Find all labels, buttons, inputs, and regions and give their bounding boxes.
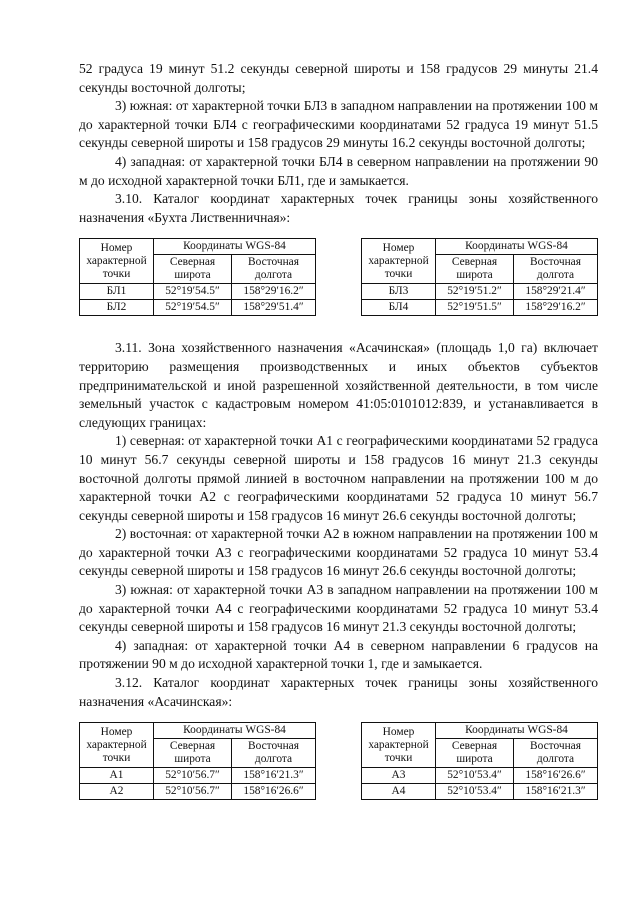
cell-lat: 52°19′54.5″ [154, 300, 232, 316]
header-coordinates: Координаты WGS-84 [154, 723, 316, 739]
table-row [362, 284, 598, 300]
catalog-tables-asachinskaya [79, 722, 598, 800]
paragraph: 2) восточная: от характерной точки А2 в южном направлении на протяжении 100 м до характерной точки А3 с географическими координатами 52 градуса 10 минут 53.4 секунды северной широты и 158 градусов 16 минут 26.6 секунды восточной долготы; [79, 526, 598, 579]
header-latitude: Северная широта [436, 255, 514, 284]
paragraph: 52 градуса 19 минут 51.2 секунды северной широты и 158 градусов 29 минуты 21.4 секунды восточной долготы; [79, 61, 598, 95]
paragraph: 1) северная: от характерной точки А1 с географическими координатами 52 градуса 10 минут 56.7 секунды северной широты и 158 градусов 16 минут 21.3 секунды восточной долготы прямой линией в восточном направлении на протяжении 100 м до характерной точки А2 с географическими координатами 52 градуса 10 минут 56.7 секунды северной широты и 158 градусов 16 минут 26.6 секунды восточной долготы; [79, 433, 598, 523]
cell-point: А2 [80, 784, 154, 800]
header-point-number: Номер характерной точки [362, 239, 436, 284]
cell-point: А3 [362, 768, 436, 784]
table-row [80, 284, 316, 300]
header-coordinates: Координаты WGS-84 [436, 723, 598, 739]
paragraph: 3.11. Зона хозяйственного назначения «Асачинская» (площадь 1,0 га) включает территорию размещения производственных и иных объектов субъектов предпринимательской и иной разрешенной хозяйственной деятельности, в том числе земельный участок с кадастровым номером 41:05:0101012:839, и устанавливается в следующих границах: [79, 340, 598, 430]
header-coordinates: Координаты WGS-84 [154, 239, 316, 255]
table-row [80, 300, 316, 316]
header-latitude: Северная широта [436, 739, 514, 768]
header-longitude: Восточная долгота [514, 255, 598, 284]
cell-lat: 52°10′56.7″ [154, 784, 232, 800]
coordinates-table-right [361, 722, 598, 800]
header-longitude: Восточная долгота [514, 739, 598, 768]
cell-lat: 52°10′53.4″ [436, 784, 514, 800]
paragraph: 3) южная: от характерной точки А3 в западном направлении на протяжении 100 м до характерной точки А4 с географическими координатами 52 градуса 10 минут 53.4 секунды северной широты и 158 градусов 16 минут 21.3 секунды восточной долготы; [79, 582, 598, 635]
cell-lat: 52°10′56.7″ [154, 768, 232, 784]
cell-lon: 158°29′16.2″ [232, 284, 316, 300]
top-text-block [79, 60, 598, 227]
catalog-tables-buhta [79, 238, 598, 316]
header-coordinates: Координаты WGS-84 [436, 239, 598, 255]
header-point-number: Номер характерной точки [80, 723, 154, 768]
cell-lon: 158°16′21.3″ [232, 768, 316, 784]
cell-lat: 52°10′53.4″ [436, 768, 514, 784]
header-latitude: Северная широта [154, 255, 232, 284]
cell-lat: 52°19′54.5″ [154, 284, 232, 300]
table-row [80, 784, 316, 800]
table-row [362, 768, 598, 784]
cell-lon: 158°16′21.3″ [514, 784, 598, 800]
table-row [362, 784, 598, 800]
cell-point: БЛ1 [80, 284, 154, 300]
header-longitude: Восточная долгота [232, 255, 316, 284]
paragraph: 3) южная: от характерной точки БЛ3 в западном направлении на протяжении 100 м до характерной точки БЛ4 с географическими координатами 52 градуса 19 минут 51.5 секунды северной широты и 158 градусов 29 минуты 16.2 секунды восточной долготы; [79, 98, 598, 151]
coordinates-table-left [79, 722, 316, 800]
cell-lon: 158°16′26.6″ [514, 768, 598, 784]
cell-point: БЛ2 [80, 300, 154, 316]
coordinates-table-right [361, 238, 598, 316]
cell-lon: 158°29′16.2″ [514, 300, 598, 316]
cell-point: БЛ3 [362, 284, 436, 300]
table-row [362, 300, 598, 316]
paragraph: 3.10. Каталог координат характерных точек границы зоны хозяйственного назначения «Бухта Лиственничная»: [79, 191, 598, 225]
cell-lon: 158°16′26.6″ [232, 784, 316, 800]
cell-point: А4 [362, 784, 436, 800]
table-row [80, 768, 316, 784]
cell-point: А1 [80, 768, 154, 784]
cell-lat: 52°19′51.2″ [436, 284, 514, 300]
paragraph: 4) западная: от характерной точки А4 в северном направлении 6 градусов на протяжении 90 м до исходной характерной точки 1, где и замыкается. [79, 637, 598, 672]
middle-text-block [79, 339, 598, 711]
cell-lon: 158°29′21.4″ [514, 284, 598, 300]
header-longitude: Восточная долгота [232, 739, 316, 768]
header-latitude: Северная широта [154, 739, 232, 768]
cell-point: БЛ4 [362, 300, 436, 316]
coordinates-table-left [79, 238, 316, 316]
paragraph: 4) западная: от характерной точки БЛ4 в северном направлении на протяжении 90 м до исходной характерной точки БЛ1, где и замыкается. [79, 153, 598, 188]
paragraph: 3.12. Каталог координат характерных точек границы зоны хозяйственного назначения «Асачинская»: [79, 675, 598, 709]
header-point-number: Номер характерной точки [80, 239, 154, 284]
header-point-number: Номер характерной точки [362, 723, 436, 768]
cell-lon: 158°29′51.4″ [232, 300, 316, 316]
cell-lat: 52°19′51.5″ [436, 300, 514, 316]
